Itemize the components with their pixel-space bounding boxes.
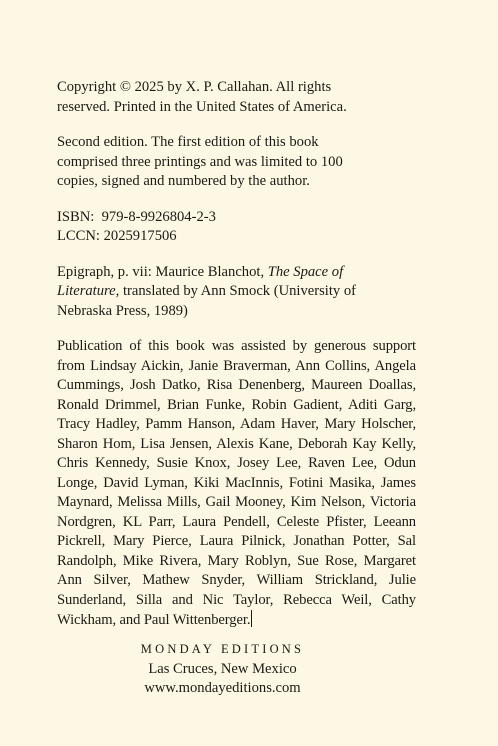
acknowledgments[interactable] <box>57 337 416 631</box>
epigraph-suffix: , translated by Ann Smock (University of <box>115 283 357 299</box>
epigraph-title-part1: The Space of <box>267 263 344 280</box>
edition-line-1: Second edition. The first edition of this book <box>57 134 319 150</box>
epigraph-line-2 <box>57 282 416 302</box>
epigraph-line-3: Nebraska Press, 1989) <box>57 302 188 319</box>
publisher-name: MONDAY EDITIONS <box>140 642 305 656</box>
isbn: ISBN: 979-8-9926804-2-3 <box>57 208 216 225</box>
epigraph-credit <box>57 263 416 322</box>
edition-line-3: copies, signed and numbered by the author. <box>57 173 310 189</box>
publisher-website[interactable]: www.mondayeditions.com <box>144 680 301 696</box>
copyright-page-body <box>57 78 416 647</box>
edition-note <box>57 133 416 192</box>
epigraph-prefix: Epigraph, p. vii: Maurice Blanchot, <box>57 263 268 280</box>
acknowledgments-text[interactable]: Publication of this book was assisted by generous support from Lindsay Aickin, Janie Braverman, Ann Collins, Angela Cummings, Josh Datko, Risa Denenberg, Maureen Doallas, Ronald Drimmel, Brian Funke, Robin Gadient, Aditi Garg, Tracy Hadley, Pamm Hanson, Adam Haver, Mary Holscher, Sharon Hom, Lisa Jensen, Alexis Kane, Deborah Kay Kelly, Chris Kennedy, Susie Knox, Josey Lee, Raven Lee, Odun Longe, David Lyman, Kiki MacInnis, Fotini Masika, James Maynard, Melissa Mills, Gail Mooney, Kim Nelson, Victoria Nordgren, KL Parr, Laura Pendell, Celeste Pfister, Leeann Pickrell, Mary Pierce, Laura Pilnick, Jonathan Potter, Sal Randolph, Mike Rivera, Mary Roblyn, Sue Rose, Margaret Ann Silver, Mathew Snyder, William Strickland, Julie Sunderland, Silla and Nic Taylor, Rebecca Weil, Cathy Wickham, and Paul Wittenberger. <box>57 338 416 628</box>
epigraph-line-1 <box>57 263 416 283</box>
colophon <box>57 640 388 699</box>
copyright-line-2: reserved. Printed in the United States of America. <box>57 98 347 115</box>
lccn: LCCN: 2025917506 <box>57 228 177 244</box>
identifiers <box>57 208 416 247</box>
copyright-notice <box>57 78 416 117</box>
edition-line-2: comprised three printings and was limited to 100 <box>57 153 343 170</box>
publisher-location: Las Cruces, New Mexico <box>148 660 297 677</box>
text-cursor <box>251 610 252 627</box>
epigraph-title-part2: Literature <box>57 283 116 299</box>
copyright-line-1: Copyright © 2025 by X. P. Callahan. All rights <box>57 79 332 95</box>
